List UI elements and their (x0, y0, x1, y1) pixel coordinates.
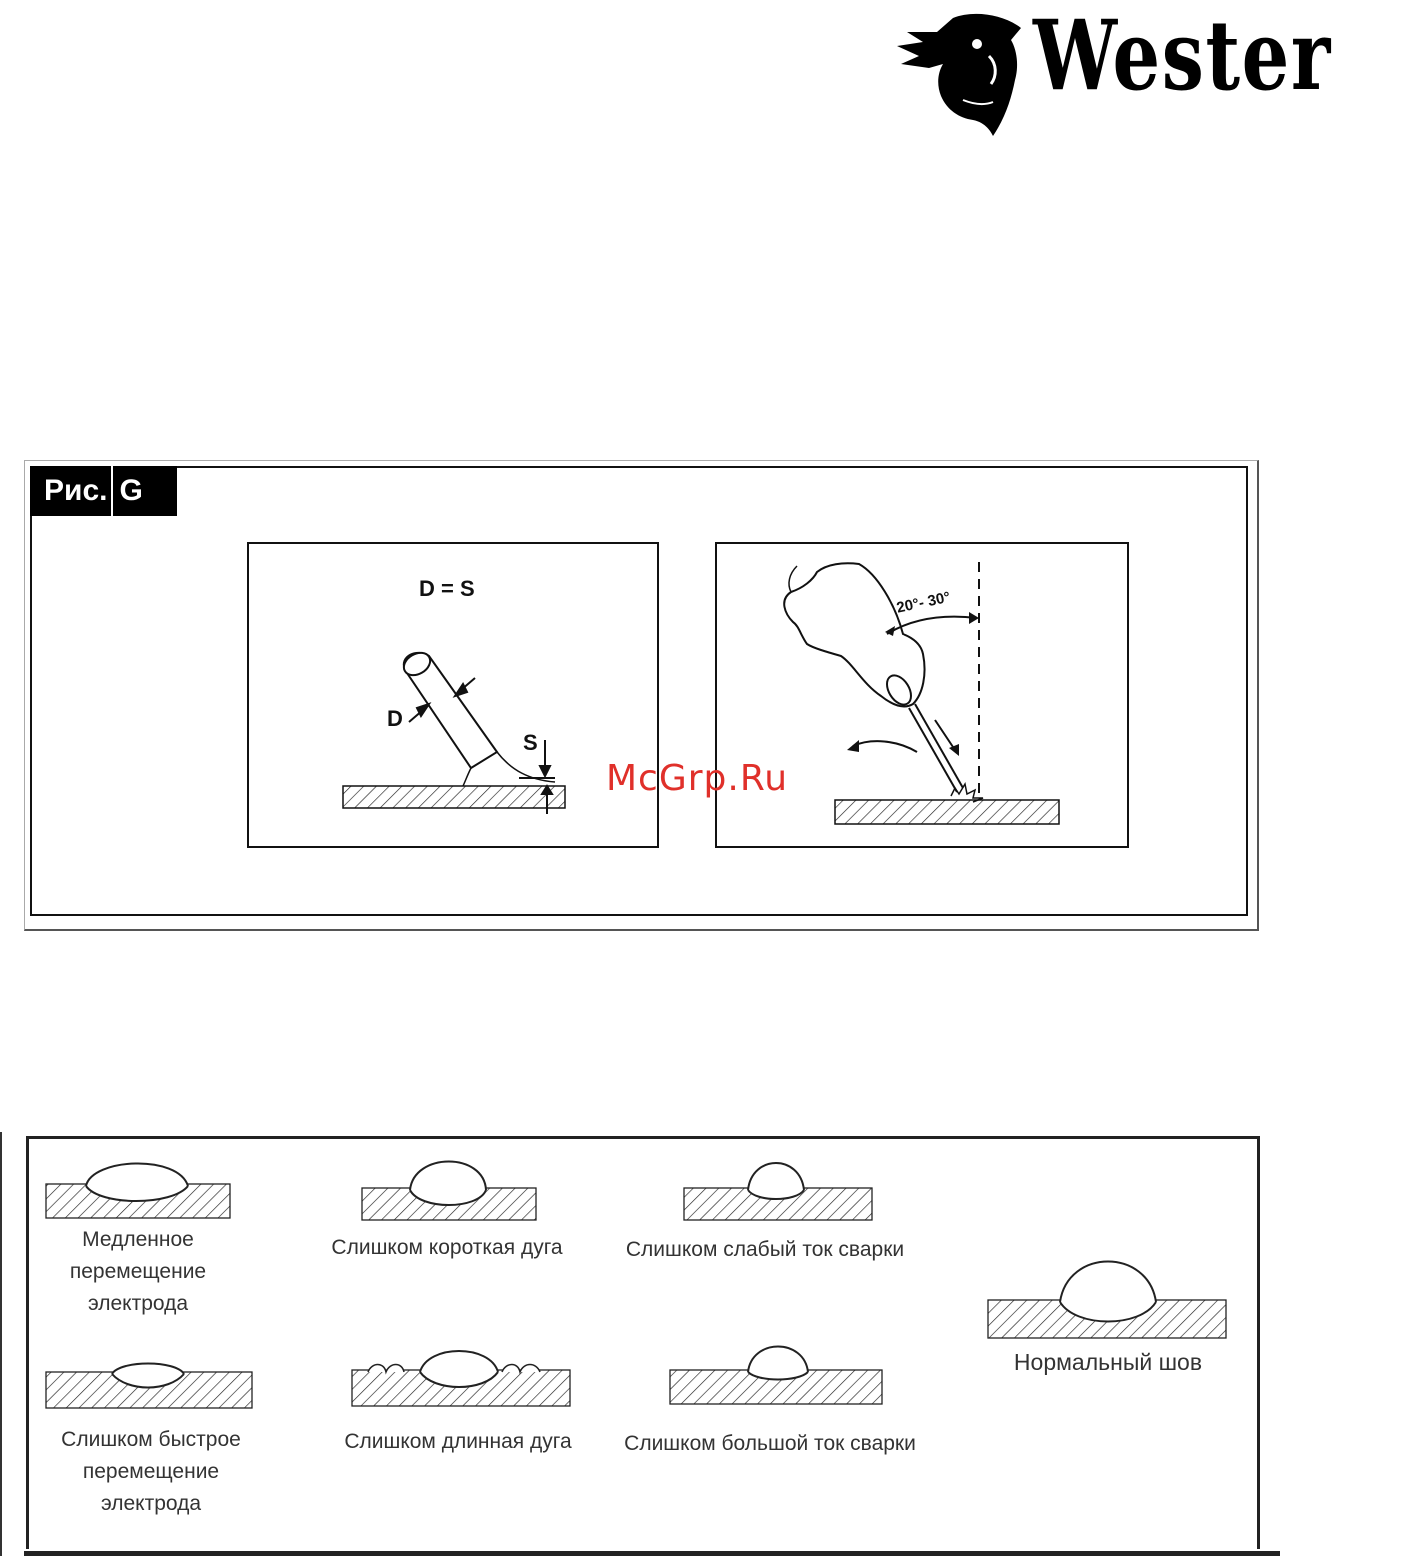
caption-fast-move (46, 1424, 256, 1520)
seam-normal (988, 1262, 1226, 1339)
seam-high-current (670, 1347, 882, 1405)
wester-logo (893, 2, 1383, 144)
watermark: McGrp.Ru (606, 758, 789, 799)
label-s: S (523, 730, 538, 755)
caption-weak-current: Слишком слабый ток сварки (625, 1238, 905, 1261)
caption-slow-move (40, 1224, 236, 1320)
caption-short-arc: Слишком короткая дуга (331, 1236, 563, 1259)
base-plate (835, 800, 1059, 824)
caption-high-current: Слишком большой ток сварки (624, 1432, 916, 1455)
caption-normal: Нормальный шов (1013, 1349, 1203, 1375)
logo-text: Wester (1033, 0, 1332, 112)
figure-label-letter: G (119, 474, 143, 507)
seam-long-arc (352, 1351, 570, 1406)
electrode (400, 648, 555, 786)
caption-line: перемещение (69, 1260, 207, 1283)
angle-label: 20°- 30° (895, 588, 952, 617)
seam-slow-move (46, 1163, 230, 1218)
label-separator (111, 466, 113, 516)
caption-line: перемещение (82, 1460, 220, 1483)
base-plate (343, 786, 565, 808)
electrode-diagram (249, 544, 657, 846)
caption-line: Слишком быстрое (61, 1428, 241, 1451)
seam-weak-current (684, 1163, 872, 1220)
seam-short-arc (362, 1162, 536, 1221)
welding-angle-diagram (717, 544, 1127, 846)
caption-line: электрода (100, 1492, 202, 1515)
electrode-diameter-panel (247, 542, 659, 848)
label-d: D (387, 706, 403, 731)
figure-g-label (30, 466, 177, 516)
caption-line: Медленное (82, 1228, 194, 1251)
seam-fast-move (46, 1364, 252, 1409)
caption-long-arc: Слишком длинная дуга (344, 1430, 572, 1453)
eagle-head-icon (893, 10, 1043, 144)
formula-text: D = S (419, 576, 475, 601)
caption-line: электрода (87, 1292, 189, 1315)
figure-label-prefix: Рис. (44, 474, 108, 507)
electrode-angle-panel (715, 542, 1129, 848)
curved-arrow-icon (853, 741, 917, 752)
